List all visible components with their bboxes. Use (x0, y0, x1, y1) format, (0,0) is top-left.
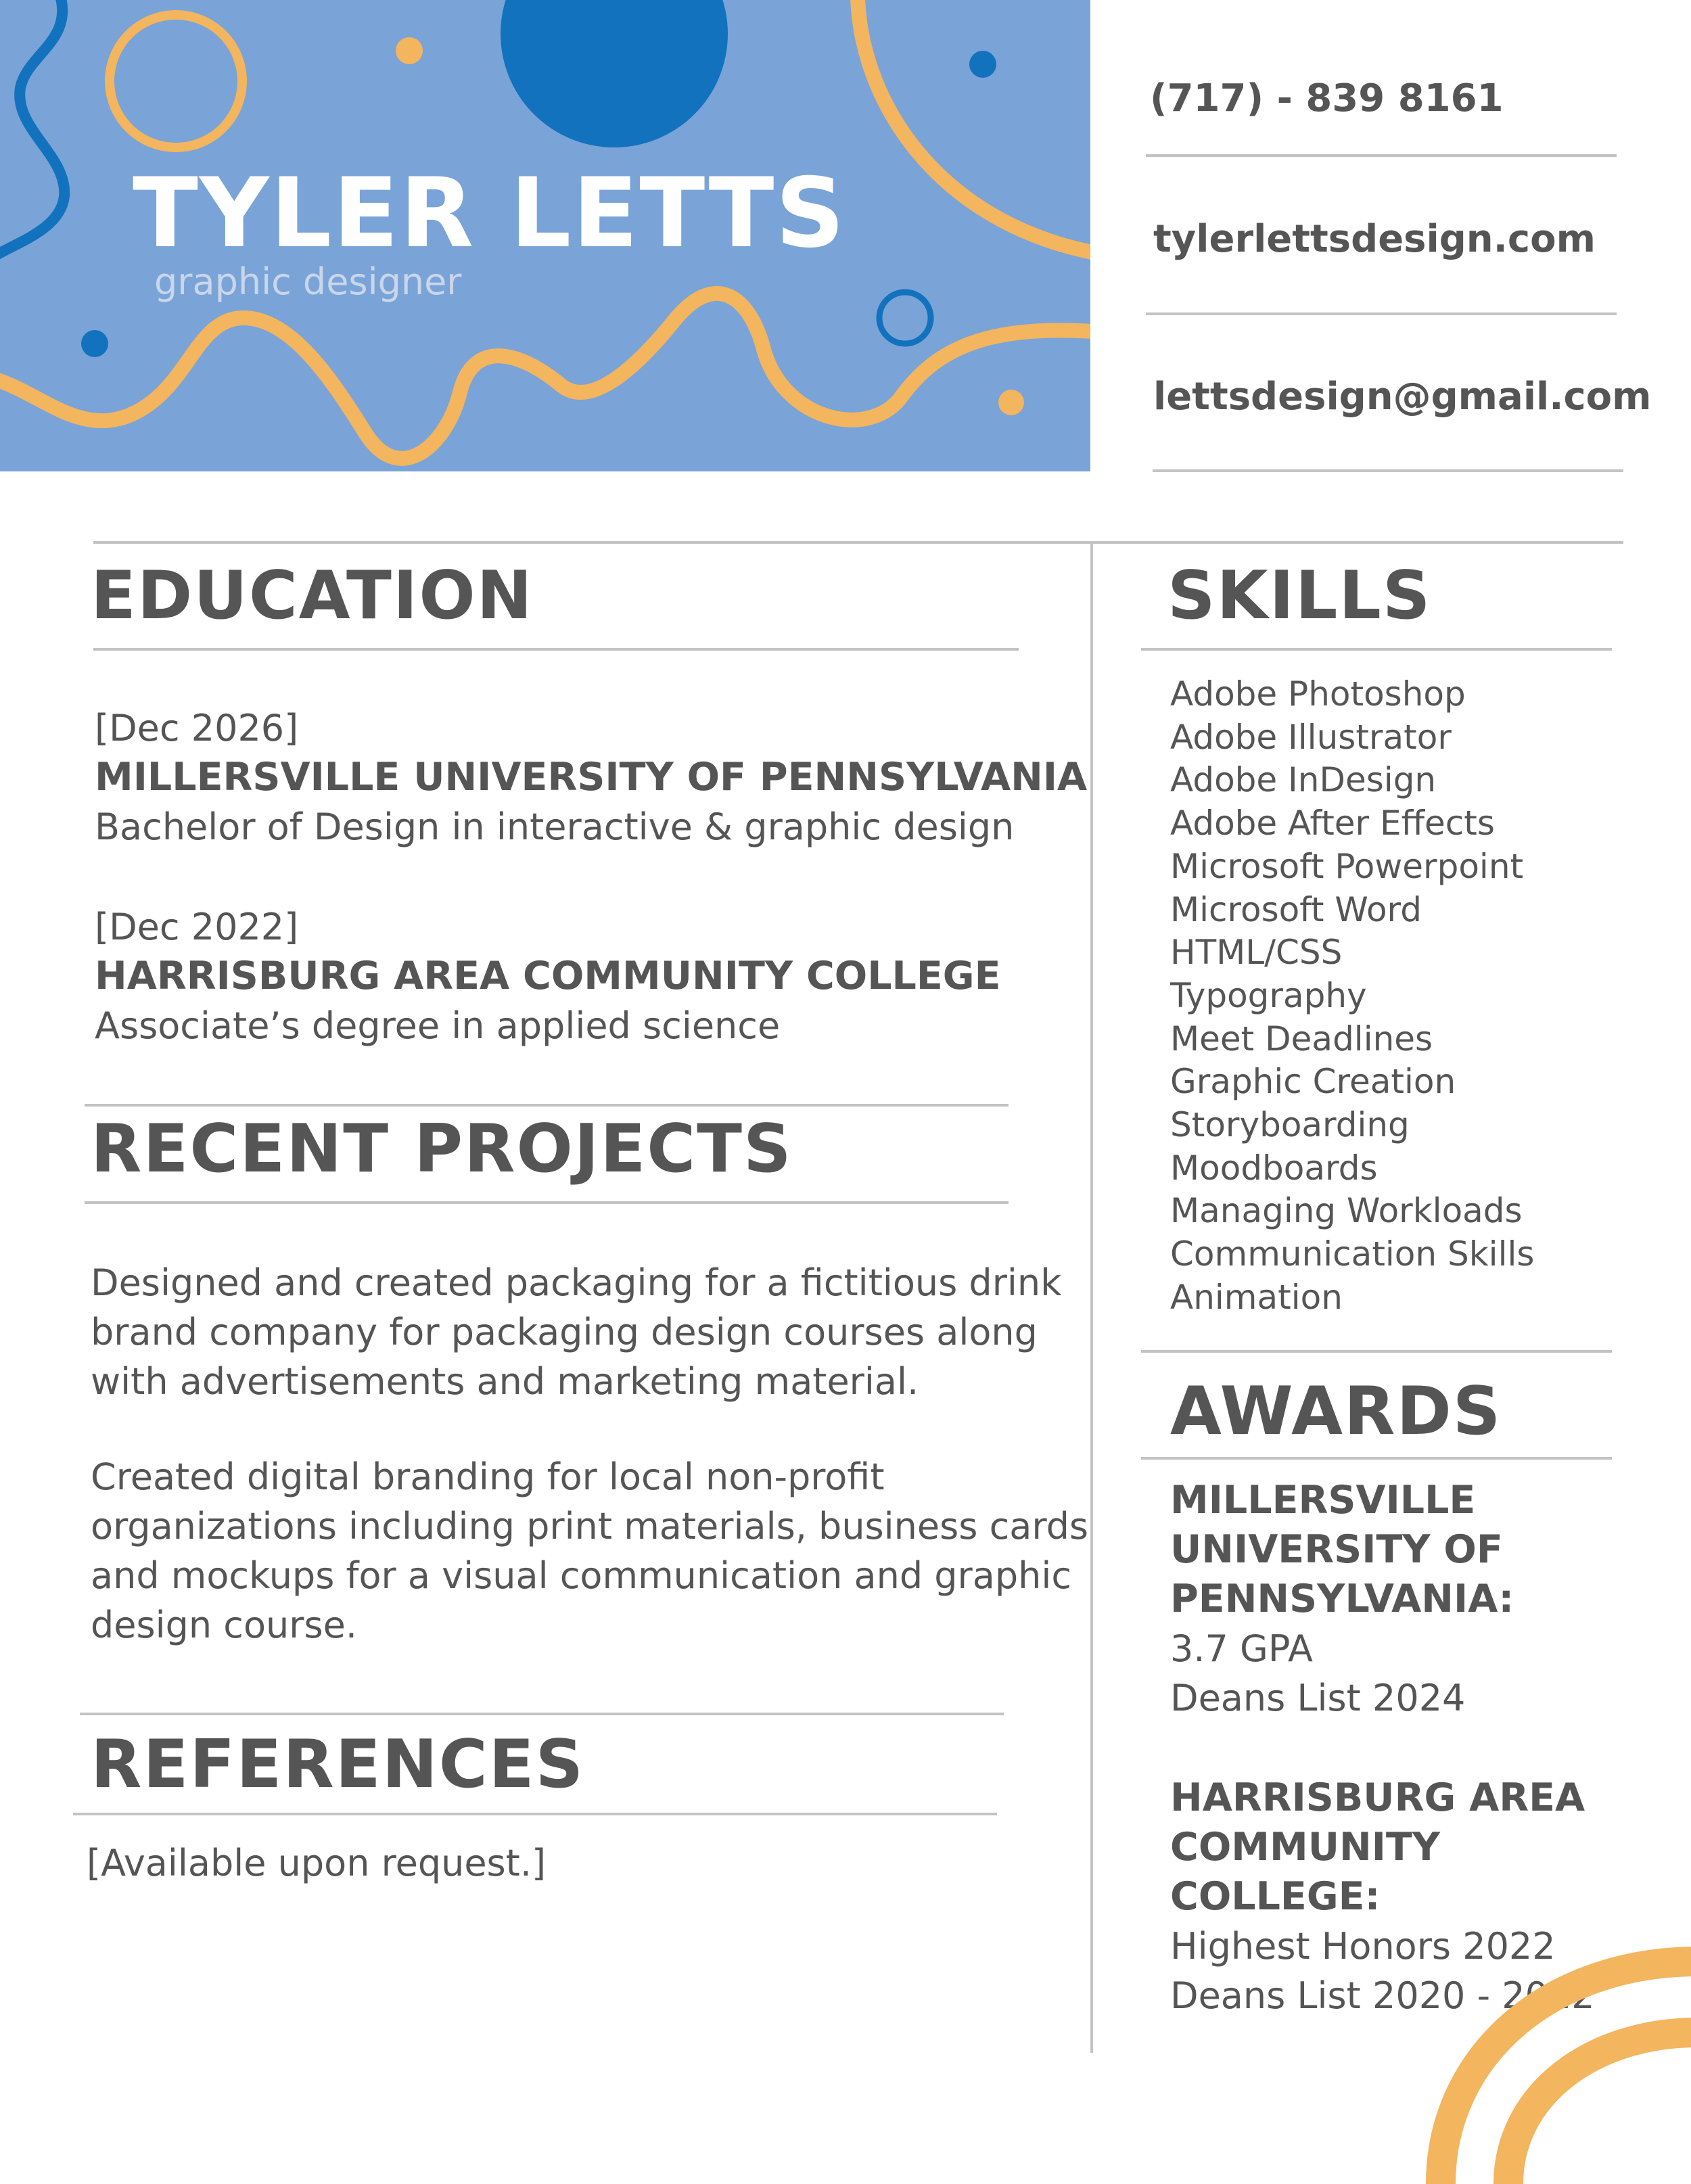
skill-item: Adobe Photoshop (1170, 674, 1466, 714)
orange-arc-shape (1508, 2032, 1691, 2184)
divider (85, 1104, 1009, 1107)
project-description: Created digital branding for local non-profit organizations including print materials, business cards and mockups for a visual communication and graphic design course. (91, 1456, 1089, 1646)
divider (1141, 648, 1612, 651)
orange-arc-shape (858, 0, 1090, 254)
skills-heading: SKILLS (1167, 557, 1432, 634)
skill-item: Microsoft Word (1170, 889, 1422, 929)
orange-dot-shape (396, 37, 423, 64)
candidate-role: graphic designer (154, 260, 462, 303)
skill-item: Microsoft Powerpoint (1170, 846, 1524, 886)
education-entry (95, 703, 1096, 852)
award-entry (1170, 1476, 1644, 1723)
education-degree: Bachelor of Design in interactive & graphic design (95, 806, 1015, 848)
education-degree: Associate’s degree in applied science (95, 1004, 781, 1047)
awards-heading: AWARDS (1170, 1373, 1502, 1450)
skill-item: Typography (1170, 975, 1367, 1015)
skill-item: Adobe Illustrator (1170, 717, 1452, 757)
award-line: Deans List 2024 (1170, 1677, 1466, 1719)
blue-dot-shape (969, 51, 996, 78)
email-link[interactable]: lettsdesign@gmail.com (1153, 375, 1652, 419)
corner-arcs-decoration (1387, 1934, 1691, 2184)
candidate-name: TYLER LETTS (133, 158, 846, 269)
skill-item: Communication Skills (1170, 1234, 1535, 1274)
header-banner (0, 0, 1090, 471)
divider (85, 1201, 1009, 1204)
references-heading: REFERENCES (91, 1726, 585, 1803)
education-date: [Dec 2022] (95, 906, 299, 948)
skill-item: Meet Deadlines (1170, 1019, 1433, 1059)
project-description: Designed and created packaging for a fictitious drink brand company for packaging design courses along with advertisements and marketing material. (91, 1261, 1062, 1403)
education-school: HARRISBURG AREA COMMUNITY COLLEGE (95, 954, 1001, 998)
skill-item: Graphic Creation (1170, 1062, 1456, 1102)
skill-item: Managing Workloads (1170, 1191, 1523, 1231)
divider (73, 1813, 997, 1815)
skill-item: Adobe InDesign (1170, 760, 1437, 800)
orange-wave-shape (0, 294, 1090, 459)
divider (1146, 154, 1617, 157)
skill-item: Moodboards (1170, 1148, 1378, 1188)
orange-dot-shape (998, 390, 1024, 415)
skills-list (1170, 673, 1534, 1320)
skill-item: Animation (1170, 1277, 1343, 1317)
education-entry (95, 902, 1096, 1050)
education-heading: EDUCATION (91, 557, 534, 634)
divider (1141, 1350, 1612, 1353)
divider (93, 648, 1019, 651)
website-link[interactable]: tylerlettsdesign.com (1153, 217, 1596, 261)
education-date: [Dec 2026] (95, 707, 299, 749)
top-divider (93, 541, 1623, 544)
blue-ring-shape (879, 292, 931, 344)
award-line: Highest Honors 2022 (1170, 1925, 1556, 1968)
divider (1141, 1457, 1612, 1460)
projects-list (91, 1258, 1105, 1696)
references-text: [Available upon request.] (87, 1842, 547, 1884)
phone-number[interactable]: (717) - 839 8161 (1150, 76, 1504, 120)
education-school: MILLERSVILLE UNIVERSITY OF PENNSYLVANIA (95, 755, 1088, 799)
skill-item: Storyboarding (1170, 1105, 1410, 1145)
projects-heading: RECENT PROJECTS (91, 1111, 793, 1188)
blue-circle-shape (501, 0, 728, 147)
blue-squiggle-shape (0, 0, 64, 257)
award-line: 3.7 GPA (1170, 1627, 1313, 1670)
blue-dot-shape (81, 330, 108, 357)
award-institution: HARRISBURG AREA COMMUNITY COLLEGE: (1170, 1775, 1585, 1919)
skill-item: HTML/CSS (1170, 933, 1343, 973)
orange-ring-shape (110, 15, 242, 147)
divider (80, 1713, 1004, 1715)
award-line: Deans List 2020 - 2022 (1170, 1974, 1595, 2017)
divider (1146, 312, 1617, 315)
skill-item: Adobe After Effects (1170, 804, 1495, 843)
divider (1153, 469, 1623, 472)
award-institution: MILLERSVILLE UNIVERSITY OF PENNSYLVANIA: (1170, 1478, 1514, 1621)
